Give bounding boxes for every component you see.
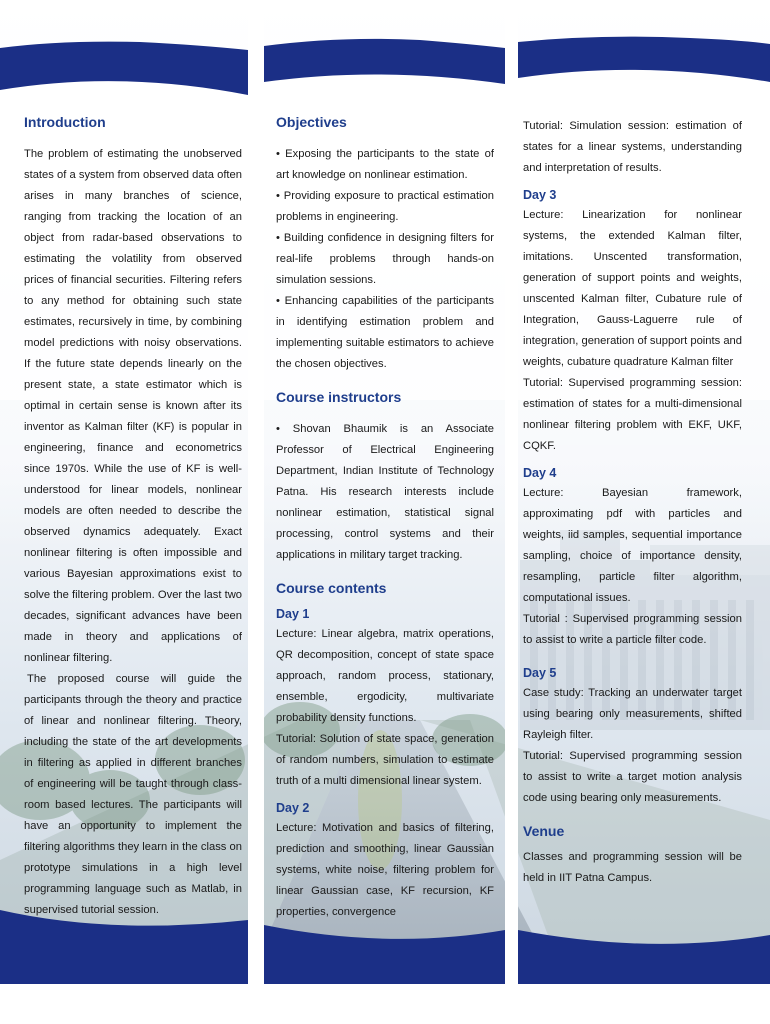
objectives-heading: Objectives	[276, 114, 347, 130]
day-line: Tutorial : Supervised programming session to assist to write a particle filter code.	[523, 613, 742, 646]
introduction-paragraph: The problem of estimating the unobserved states of a system from observed data often arises in many branches of science, ranging from tracking the location of an object from radar-based observations to estimating the volatility from observed prices of financial securities. Filtering refers to any method for obtaining such state estimates, recursively in time, by combining model predictions with noisy observations. If the future state depends linearly on the present state, a state estimator which is optimal in certain sense is known after its inventor as Kalman filter (KF) is popular in engineering, finance and econometrics since 1970s. While the use of KF is well-understood for linear models, nonlinear models are often needed to describe the observed dynamics adequately. Exact nonlinear filtering is often impossible and various Bayesian approximations exist to solve the filtering problem. Over the last two decades, significant advances have been made in theory and applications of nonlinear filtering.	[24, 148, 242, 664]
introduction-heading: Introduction	[24, 114, 106, 130]
day-title: Day 2	[276, 801, 310, 815]
introduction-section	[24, 112, 242, 921]
day-title: Day 1	[276, 607, 310, 621]
day-line: Lecture: Linear algebra, matrix operations, QR decomposition, concept of state space approach, random process, stationary, ensemble, ergodicity, multivariate probability density functions.	[276, 628, 494, 724]
day-line: Lecture: Motivation and basics of filtering, prediction and smoothing, linear Gaussian systems, white noise, filtering problem for linear Gaussian case, KF recursion, KF properties, convergence	[276, 822, 494, 918]
objective-item: • Building confidence in designing filters for real-life problems through hands-on simulation sessions.	[276, 232, 494, 286]
day-line: Case study: Tracking an underwater target using bearing only measurements, shifted Rayleigh filter.	[523, 687, 742, 741]
introduction-paragraph: The proposed course will guide the participants through the theory and practice of linear and nonlinear filtering. Theory, including the state of the art developments in filtering as applied in different branches of engineering will be taught through class-room based lectures. The participants will have an opportunity to implement the filtering algorithms they learn in the class on prototype simulations in a high level programming language such as Matlab, in supervised tutorial session.	[24, 673, 242, 916]
contents-continued-column	[523, 116, 742, 889]
day-line: Tutorial: Supervised programming session to assist to write a target motion analysis code using bearing only measurements.	[523, 750, 742, 804]
objective-item: • Providing exposure to practical estimation problems in engineering.	[276, 190, 494, 223]
instructors-heading: Course instructors	[276, 389, 402, 405]
objectives-column	[276, 112, 494, 923]
day-title: Day 5	[523, 666, 557, 680]
day-line: Tutorial: Simulation session: estimation of states for a linear systems, understanding and interpretation of results.	[523, 120, 742, 174]
venue-heading: Venue	[523, 823, 565, 839]
day-line: Tutorial: Supervised programming session: estimation of states for a multi-dimensional nonlinear filtering problem with EKF, UKF, CQKF.	[523, 377, 742, 452]
objective-item: • Enhancing capabilities of the participants in identifying estimation problem and implementing suitable estimators to achieve the chosen objectives.	[276, 295, 494, 370]
day-line: Lecture: Bayesian framework, approximating pdf with particles and weights, iid samples, sequential importance sampling, choice of importance density, resampling, particle filter algorithm, computational issues.	[523, 487, 742, 604]
course-contents-heading: Course contents	[276, 580, 387, 596]
day-line: Tutorial: Solution of state space, generation of random numbers, simulation to estimate truth of a multi dimensional linear system.	[276, 733, 494, 787]
day-line: Lecture: Linearization for nonlinear systems, the extended Kalman filter, imitations. Unscented transformation, generation of support points and weights, unscented Kalman filter, Cubature rule of Integration, Gauss-Laguerre rule of integration, generation of support points and weights, cubature quadrature Kalman filter	[523, 209, 742, 368]
objective-item: • Exposing the participants to the state of art knowledge on nonlinear estimation.	[276, 148, 494, 181]
day-title: Day 3	[523, 188, 557, 202]
venue-text: Classes and programming session will be held in IIT Patna Campus.	[523, 851, 742, 884]
instructor-bio: • Shovan Bhaumik is an Associate Professor of Electrical Engineering Department, Indian Institute of Technology Patna. His research interests include nonlinear estimation, statistical signal processing, control systems and their applications in military target tracking.	[276, 423, 494, 561]
day-title: Day 4	[523, 466, 557, 480]
